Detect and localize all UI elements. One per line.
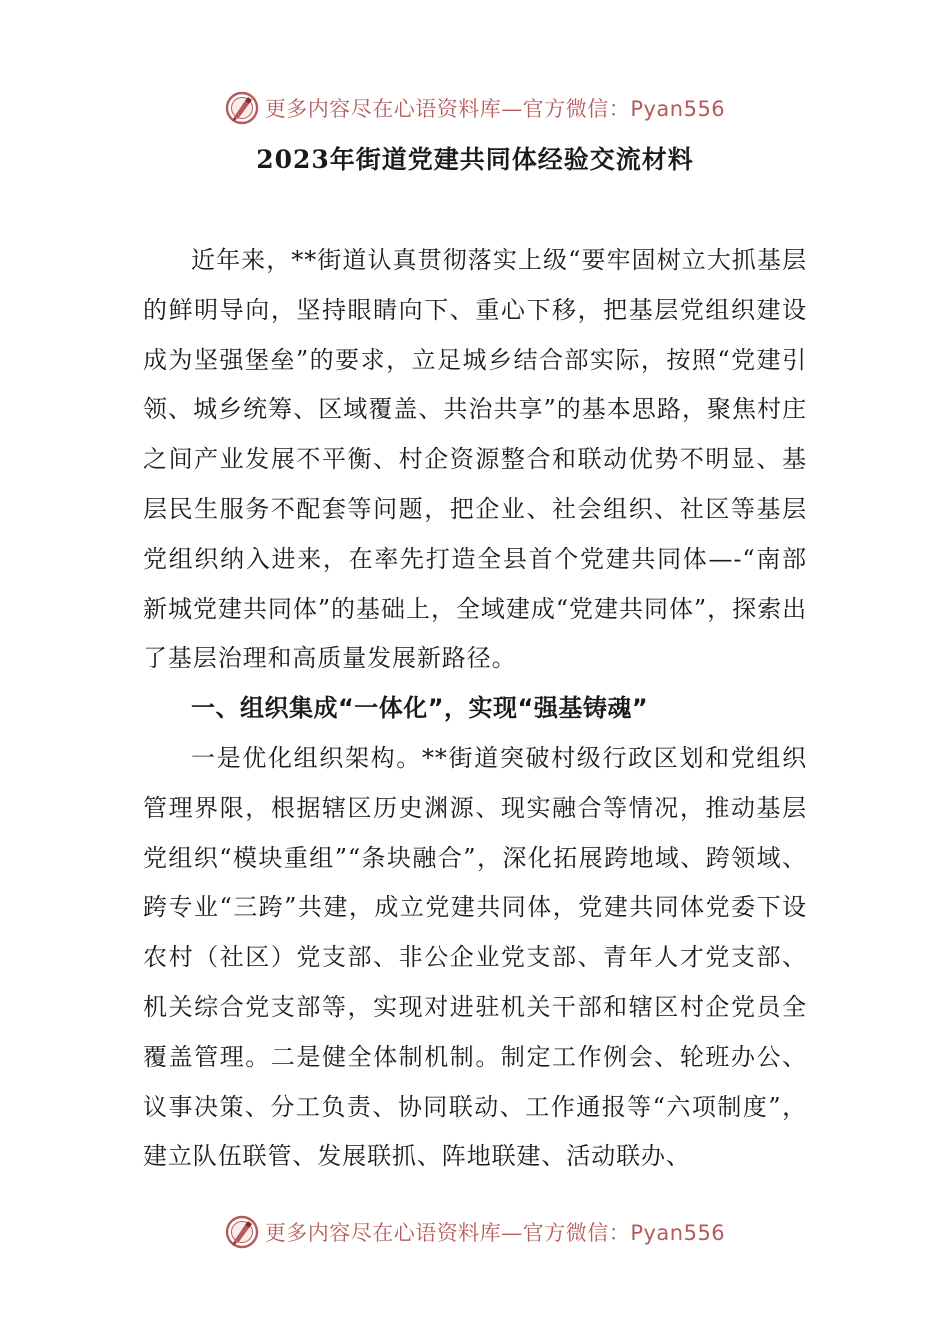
- watermark-text: 更多内容尽在心语资料库—官方微信：Pyan556: [264, 1221, 726, 1245]
- watermark-logo-icon: [225, 1215, 259, 1249]
- watermark-logo-icon: [225, 91, 259, 125]
- intro-paragraph: 近年来，**街道认真贯彻落实上级“要牢固树立大抓基层的鲜明导向，坚持眼睛向下、重心下移，把基层党组织建设成为坚强堡垒”的要求，立足城乡结合部实际，按照“党建引领、城乡统筹、区域覆盖、共治共享”的基本思路，聚焦村庄之间产业发展不平衡、村企资源整合和联动优势不明显、基层民生服务不配套等问题，把企业、社会组织、社区等基层党组织纳入进来，在率先打造全县首个党建共同体—-“南部新城党建共同体”的基础上，全域建成“党建共同体”，探索出了基层治理和高质量发展新路径。: [143, 246, 807, 673]
- section-heading: 一、组织集成“一体化”，实现“强基铸魂”: [191, 694, 649, 723]
- watermark-text: 更多内容尽在心语资料库—官方微信：Pyan556: [264, 97, 726, 121]
- section-paragraph: 一是优化组织架构。**街道突破村级行政区划和党组织管理界限，根据辖区历史渊源、现实融合等情况，推动基层党组织“模块重组”“条块融合”，深化拓展跨地域、跨领域、跨专业“三跨”共建，成立党建共同体，党建共同体党委下设农村（社区）党支部、非公企业党支部、青年人才党支部、机关综合党支部等，实现对进驻机关干部和辖区村企党员全覆盖管理。二是健全体制机制。制定工作例会、轮班办公、议事决策、分工负责、协同联动、工作通报等“六项制度”，建立队伍联管、发展联抓、阵地联建、活动联办、: [143, 743, 807, 1171]
- document-title: 2023年街道党建共同体经验交流材料: [256, 145, 694, 174]
- header-watermark: [0, 88, 950, 128]
- document-body: [143, 236, 807, 1182]
- footer-watermark: [0, 1212, 950, 1252]
